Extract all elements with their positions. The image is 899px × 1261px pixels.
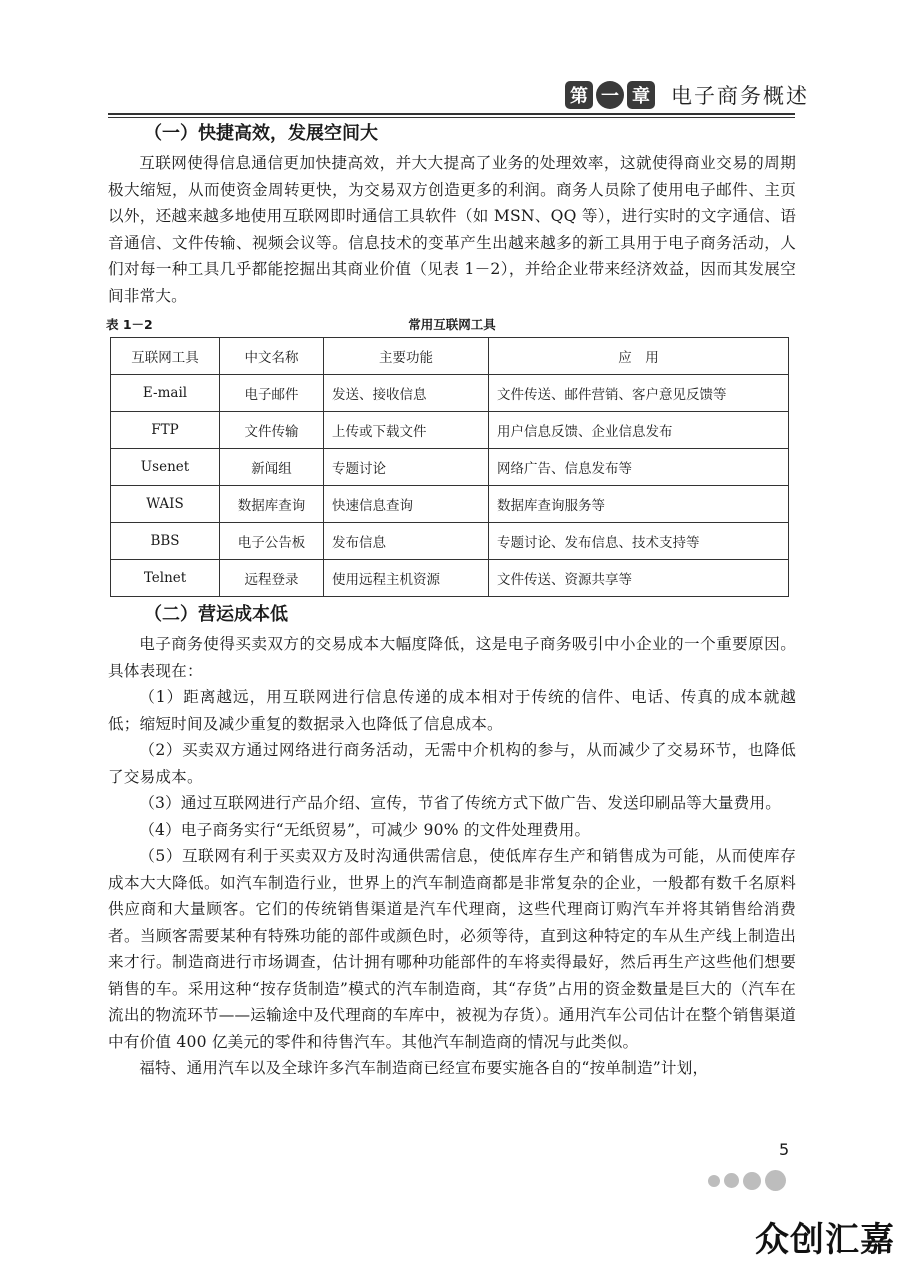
section-2-paragraph: （4）电子商务实行“无纸贸易”，可减少 90% 的文件处理费用。: [139, 820, 591, 839]
section-2-paragraph: 电子商务使得买卖双方的交易成本大幅度降低，这是电子商务吸引中小企业的一个重要原因。具体表现在：: [108, 635, 796, 680]
dot-icon: [724, 1173, 739, 1188]
decorative-dots: [708, 1170, 786, 1191]
chapter-suffix-badge: 章: [627, 81, 655, 109]
table-cell: 远程登录: [220, 560, 324, 597]
section-2-paragraph: （1）距离越远，用互联网进行信息传递的成本相对于传统的信件、电话、传真的成本就越低；缩短时间及减少重复的数据录入也降低了信息成本。: [108, 688, 796, 733]
table-row: [111, 523, 789, 560]
dot-icon: [743, 1172, 761, 1190]
table-cell: 使用远程主机资源: [324, 560, 489, 597]
chapter-header: [565, 80, 809, 110]
table-cell: FTP: [111, 412, 220, 449]
table-cell: 上传或下载文件: [324, 412, 489, 449]
table-cell: 电子邮件: [220, 375, 324, 412]
table-header-cell: 应 用: [489, 338, 789, 375]
table-cell: 网络广告、信息发布等: [489, 449, 789, 486]
table-cell: 文件传送、资源共享等: [489, 560, 789, 597]
table-cell: 专题讨论: [324, 449, 489, 486]
chapter-prefix-badge: 第: [565, 81, 593, 109]
table-cell: 数据库查询: [220, 486, 324, 523]
dot-icon: [765, 1170, 786, 1191]
dot-icon: [708, 1175, 720, 1187]
table-cell: 数据库查询服务等: [489, 486, 789, 523]
table-cell: WAIS: [111, 486, 220, 523]
page-number: 5: [779, 1140, 790, 1159]
table-cell: 文件传输: [220, 412, 324, 449]
section-2-paragraph: 福特、通用汽车以及全球许多汽车制造商已经宣布要实施各自的“按单制造”计划，: [139, 1059, 709, 1077]
table-cell: 发布信息: [324, 523, 489, 560]
table-number: 表 1－2: [106, 317, 153, 332]
table-caption: [108, 313, 796, 335]
table-cell: 文件传送、邮件营销、客户意见反馈等: [489, 375, 789, 412]
table-cell: 专题讨论、发布信息、技术支持等: [489, 523, 789, 560]
chapter-title: 电子商务概述: [671, 84, 809, 108]
table-cell: Telnet: [111, 560, 220, 597]
table-row: [111, 486, 789, 523]
chapter-number-badge: 一: [596, 81, 624, 109]
table-cell: 用户信息反馈、企业信息发布: [489, 412, 789, 449]
section-2-paragraph: （5）互联网有利于买卖双方及时沟通供需信息，使低库存生产和销售成为可能，从而使库存成本大大降低。如汽车制造行业，世界上的汽车制造商都是非常复杂的企业，一般都有数千名原料供应商和大量顾客。它们的传统销售渠道是汽车代理商，这些代理商订购汽车并将其销售给消费者。当顾客需要某种有特殊功能的部件或颜色时，必须等待，直到这种特定的车从生产线上制造出来才行。制造商进行市场调查，估计拥有哪种功能部件的车将卖得最好，然后再生产这些他们想要销售的车。采用这种“按存货制造”模式的汽车制造商，其“存货”占用的资金数量是巨大的（汽车在流出的物流环节——运输途中及代理商的车库中，被视为存货）。通用汽车公司估计在整个销售渠道中有价值 400 亿美元的零件和待售汽车。其他汽车制造商的情况与此类似。: [108, 847, 796, 1051]
table-title: 常用互联网工具: [408, 317, 496, 332]
table-header-cell: 主要功能: [324, 338, 489, 375]
section-2-heading: （二）营运成本低: [144, 604, 288, 625]
table-header-cell: 中文名称: [220, 338, 324, 375]
table-row: [111, 560, 789, 597]
table-cell: 新闻组: [220, 449, 324, 486]
section-2-paragraph: （2）买卖双方通过网络进行商务活动，无需中介机构的参与，从而减少了交易环节，也降低了交易成本。: [108, 741, 796, 786]
table-cell: 电子公告板: [220, 523, 324, 560]
section-2-paragraph: （3）通过互联网进行产品介绍、宣传，节省了传统方式下做广告、发送印刷品等大量费用。: [139, 794, 782, 812]
page-content: [108, 118, 796, 1082]
internet-tools-table: [110, 337, 789, 597]
section-1-heading: （一）快捷高效，发展空间大: [144, 123, 378, 144]
table-cell: Usenet: [111, 449, 220, 486]
table-cell: 发送、接收信息: [324, 375, 489, 412]
table-row: [111, 449, 789, 486]
table-cell: BBS: [111, 523, 220, 560]
table-row: [111, 412, 789, 449]
table-cell: 快速信息查询: [324, 486, 489, 523]
watermark-text: 众创汇嘉: [755, 1220, 895, 1260]
table-header-row: [111, 338, 789, 375]
table-header-cell: 互联网工具: [111, 338, 220, 375]
table-cell: E-mail: [111, 375, 220, 412]
table-row: [111, 375, 789, 412]
section-1-paragraph: 互联网使得信息通信更加快捷高效，并大大提高了业务的处理效率，这就使得商业交易的周期极大缩短，从而使资金周转更快，为交易双方创造更多的利润。商务人员除了使用电子邮件、主页以外，还越来越多地使用互联网即时通信工具软件（如 MSN、QQ 等），进行实时的文字通信、语音通信、文件传输、视频会议等。信息技术的变革产生出越来越多的新工具用于电子商务活动，人们对每一种工具几乎都能挖掘出其商业价值（见表 1－2），并给企业带来经济效益，因而其发展空间非常大。: [108, 154, 796, 305]
